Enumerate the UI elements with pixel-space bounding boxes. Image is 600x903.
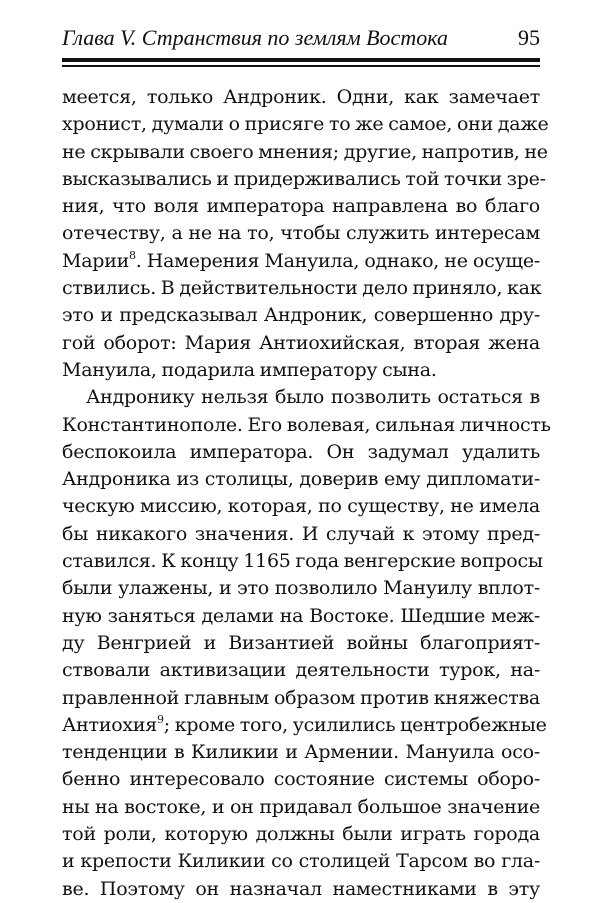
running-header: [62, 22, 540, 54]
footnote-ref-8: 8: [129, 248, 136, 262]
text-segment: . Намерения Мануила, однако, не осуще-: [135, 249, 540, 272]
text-line: ве. Поэтому он назначал наместниками в эту: [62, 877, 540, 900]
text-line: были улажены, и это позволило Мануилу вплот-: [62, 577, 540, 600]
footnote-ref-9: 9: [157, 712, 164, 726]
text-segment: Антиохия: [62, 713, 158, 736]
chapter-title: Глава V. Странствия по землям Востока: [62, 25, 448, 50]
text-line: ны на востоке, и он придавал большое значение: [62, 795, 540, 818]
text-line: ствовали активизации деятельности турок, на-: [62, 659, 540, 682]
text-line: ду Венгрией и Византией войны благоприят-: [62, 631, 540, 654]
text-line: Константинополе. Его волевая, сильная личность: [62, 413, 551, 436]
text-line: меется, только Андроник. Одни, как замечает: [62, 86, 540, 108]
text-line: высказывались и придерживались той точки зре-: [62, 167, 546, 190]
text-line: ную заняться делами на Востоке. Шедшие меж-: [62, 604, 540, 627]
text-line: [62, 712, 547, 739]
text-line: не скрывали своего мнения; другие, напротив, не: [62, 140, 548, 163]
text-line: ствились. В действительности дело приняло, как: [62, 277, 542, 300]
text-line: той роли, которую должны были играть города: [62, 823, 540, 846]
text-line: гой оборот: Мария Антиохийская, вторая жена: [62, 331, 540, 354]
text-line: ния, что воля императора направлена во благо: [62, 195, 540, 218]
text-line: беспокоила императора. Он задумал удалить: [62, 440, 540, 463]
body-text: [62, 84, 551, 903]
text-line: Мануила, подарила императору сына.: [62, 358, 437, 381]
text-line: ческую миссию, которая, по существу, не имела: [62, 495, 540, 518]
header-rule-thin: [62, 65, 540, 67]
text-line: бенно интересовало состояние системы оборо-: [62, 768, 540, 791]
text-line: [62, 248, 540, 275]
text-line: бы никакого значения. И случай к этому пред-: [62, 522, 540, 545]
text-line: Андроника из столицы, доверив ему дипломати-: [62, 468, 540, 491]
text-segment: ; кроме того, усилились центробежные: [163, 713, 547, 736]
header-rule-thick: [62, 58, 540, 62]
text-segment: Марии: [62, 249, 130, 272]
text-line: Андронику нельзя было позволить остаться в: [86, 386, 540, 409]
text-line: ставился. К концу 1165 года венгерские вопросы: [62, 550, 543, 573]
paragraph-1: [62, 84, 549, 384]
text-line: это и предсказывал Андроник, совершенно дру-: [62, 304, 540, 327]
text-line: правленной главным образом против княжества: [62, 686, 540, 709]
text-line: тенденции в Киликии и Армении. Мануила осо-: [62, 741, 540, 764]
paragraph-2: [62, 384, 551, 903]
page-number: 95: [518, 25, 540, 50]
text-line: и крепости Киликии со столицей Тарсом во гла-: [62, 850, 540, 873]
text-line: хронист, думали о присяге то же самое, они даже: [62, 113, 549, 136]
text-line: отечеству, а не на то, чтобы служить интересам: [62, 222, 540, 245]
